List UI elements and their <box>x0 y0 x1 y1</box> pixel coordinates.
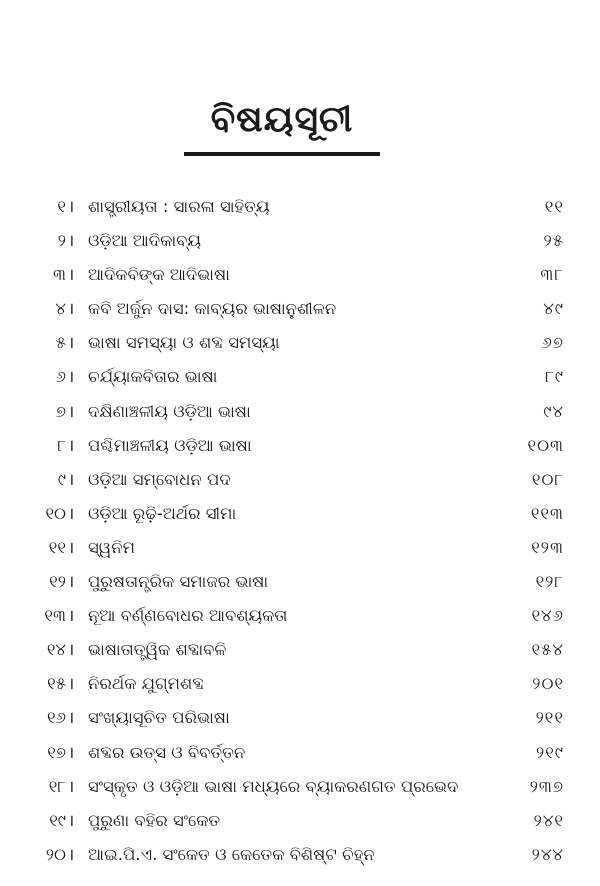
toc-entry <box>0 633 600 667</box>
entry-number: ୧୦ <box>45 503 66 523</box>
entry-separator: । <box>68 435 75 455</box>
entry-page-number: ୧୨୩ <box>531 537 564 557</box>
toc-entry <box>0 667 600 701</box>
entry-page-number: ୧୧ <box>544 197 564 216</box>
toc-entry <box>0 804 600 838</box>
entry-number: ୧୯ <box>49 810 66 830</box>
entry-number: ୨୦ <box>45 844 66 864</box>
entry-separator: । <box>68 333 75 353</box>
toc-entry <box>0 190 600 224</box>
entry-title: ପୁରୁଷତାନ୍ତ୍ରିକ ସମାଜର ଭାଷା <box>88 572 269 592</box>
toc-entry <box>0 224 600 258</box>
entry-number: ୪ <box>55 299 66 319</box>
entry-title: ଭାଷାତାତ୍ତ୍ୱିକ ଶବ୍ଦାବଳି <box>88 640 227 660</box>
entry-number: ୧୧ <box>48 537 66 557</box>
entry-separator: । <box>68 708 75 728</box>
entry-page-number: ୨୧୯ <box>535 742 564 762</box>
entry-number: ୧ <box>57 197 66 216</box>
entry-title: ଆଇ.ପି.ଏ. ସଂକେତ ଓ କେତେକ ବିଶିଷ୍ଟ ଚିହ୍ନ <box>88 844 375 864</box>
entry-title: ସଂସ୍କୃତ ଓ ଓଡ଼ିଆ ଭାଷା ମଧ୍ୟରେ ବ୍ୟାକରଣଗତ ପ୍ରଭେଦ <box>88 776 459 796</box>
title-block <box>184 92 380 148</box>
entry-separator: । <box>68 197 75 216</box>
entry-separator: । <box>68 810 75 830</box>
entry-title: ପଶ୍ଚିମାଞ୍ଚଳୀୟ ଓଡ଼ିଆ ଭାଷା <box>88 435 252 455</box>
toc-entry <box>0 599 600 633</box>
entry-page-number: ୩୮ <box>540 265 564 285</box>
entry-page-number: ୧୦୩ <box>527 435 564 455</box>
entry-title: ଆଦିକବିଙ୍କ ଆଦିଭାଷା <box>88 265 230 285</box>
entry-title: ସ୍ୱନିମ <box>88 537 135 557</box>
entry-separator: । <box>68 503 75 523</box>
entry-number: ୮ <box>57 435 66 455</box>
entry-title: ନୂଆ ବର୍ଣ୍ଣବୋଧର ଆବଶ୍ୟକତା <box>88 606 288 626</box>
entry-separator: । <box>68 469 75 489</box>
toc-entry <box>0 565 600 599</box>
entry-number: ୨ <box>57 231 66 251</box>
entry-title: ଓଡ଼ିଆ ରୂଢ଼ି-ଅର୍ଥର ସୀମା <box>88 503 237 523</box>
toc-entry <box>0 497 600 531</box>
entry-separator: । <box>68 844 75 864</box>
entry-page-number: ୨୦୧ <box>532 674 564 694</box>
toc-entry <box>0 463 600 497</box>
title-underline <box>184 152 380 156</box>
toc-entry <box>0 531 600 565</box>
entry-page-number: ୧୫୪ <box>531 640 564 660</box>
entry-separator: । <box>68 606 75 626</box>
entry-number: ୧୨ <box>49 572 66 592</box>
entry-title: ଓଡ଼ିଆ ଆଦିକାବ୍ୟ <box>88 231 201 251</box>
entry-page-number: ୧୪୬ <box>531 606 564 626</box>
entry-separator: । <box>68 776 75 796</box>
entry-number: ୧୩ <box>44 606 66 626</box>
entry-number: ୭ <box>55 401 66 421</box>
entry-number: ୧୪ <box>46 640 66 660</box>
entry-separator: । <box>68 367 75 387</box>
entry-title: ଦକ୍ଷିଣାଞ୍ଚଳୀୟ ଓଡ଼ିଆ ଭାଷା <box>88 401 251 421</box>
entry-number: ୧୭ <box>47 742 66 762</box>
entry-number: ୧୬ <box>47 708 66 728</box>
entry-page-number: ୨୧୧ <box>535 708 564 728</box>
entry-page-number: ୨୩୭ <box>529 776 564 796</box>
entry-separator: । <box>68 265 75 285</box>
entry-number: ୩ <box>53 265 66 285</box>
entry-page-number: ୮୯ <box>545 367 564 387</box>
entry-separator: । <box>68 640 75 660</box>
entry-page-number: ୪୯ <box>543 299 564 319</box>
entry-title: ଶାସ୍ତ୍ରୀୟତା : ସାରଳା ସାହିତ୍ୟ <box>88 197 270 216</box>
entry-page-number: ୬୭ <box>541 333 564 353</box>
toc-entry <box>0 429 600 463</box>
entry-page-number: ୧୧୩ <box>530 503 564 523</box>
entry-separator: । <box>68 299 75 319</box>
entry-title: କବି ଅର୍ଜୁନ ଦାସ: କାବ୍ୟର ଭାଷାନୁଶୀଳନ <box>88 299 337 319</box>
entry-separator: । <box>68 401 75 421</box>
entry-separator: । <box>68 231 75 251</box>
toc-entry <box>0 292 600 326</box>
toc-entry <box>0 701 600 735</box>
entry-number: ୧୮ <box>48 776 66 796</box>
entry-number: ୧୫ <box>47 674 66 694</box>
entry-title: ଶବ୍ଦର ଉତ୍ସ ଓ ବିବର୍ତ୍ତନ <box>88 742 246 762</box>
entry-title: ଭାଷା ସମସ୍ୟା ଓ ଶବ୍ଦ ସମସ୍ୟା <box>88 333 280 353</box>
toc-entry <box>0 736 600 770</box>
entry-title: ନିରର୍ଥକ ଯୁଗ୍ମଶବ୍ଦ <box>88 674 204 694</box>
toc-entry <box>0 326 600 360</box>
toc-entry <box>0 395 600 429</box>
table-of-contents <box>0 190 600 872</box>
entry-page-number: ୨୪୪ <box>531 844 564 864</box>
entry-title: ପୁରୁଣା ବହିର ସଂକେତ <box>88 810 221 830</box>
entry-number: ୯ <box>57 469 66 489</box>
entry-title: ସଂଖ୍ୟାସୂଚିତ ପରିଭାଷା <box>88 708 230 728</box>
entry-page-number: ୨୪୧ <box>533 810 564 830</box>
toc-entry <box>0 770 600 804</box>
entry-number: ୬ <box>55 367 66 387</box>
entry-separator: । <box>68 572 75 592</box>
toc-entry <box>0 838 600 872</box>
entry-separator: । <box>68 674 75 694</box>
entry-page-number: ୧୨୮ <box>535 572 564 592</box>
entry-page-number: ୯୪ <box>543 401 564 421</box>
entry-number: ୫ <box>55 333 66 353</box>
toc-entry <box>0 258 600 292</box>
entry-page-number: ୨୫ <box>543 231 564 251</box>
entry-page-number: ୧୦୮ <box>531 469 564 489</box>
entry-title: ଓଡ଼ିଆ ସମ୍ବୋଧନ ପଦ <box>88 469 231 489</box>
toc-entry <box>0 360 600 394</box>
entry-separator: । <box>68 742 75 762</box>
page-title: ବିଷୟସୂଚୀ <box>210 99 354 140</box>
entry-title: ଚର୍ଯ୍ୟାକବିତାର ଭାଷା <box>88 367 218 387</box>
entry-separator: । <box>68 537 75 557</box>
